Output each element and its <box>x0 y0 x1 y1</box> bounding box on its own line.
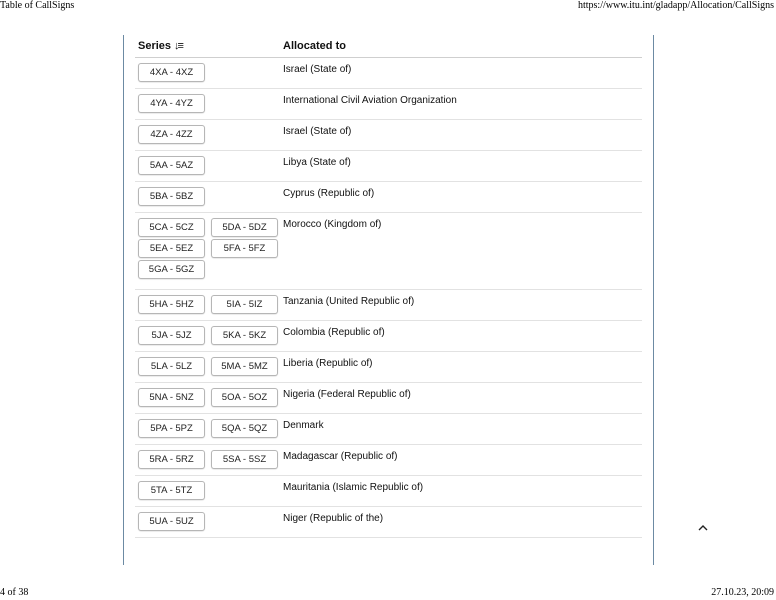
series-chip[interactable]: 4XA - 4XZ <box>138 63 205 82</box>
table-row <box>135 182 642 213</box>
allocated-to: Cyprus (Republic of) <box>283 188 375 199</box>
table-row <box>135 383 642 414</box>
series-list <box>138 63 278 82</box>
series-chip[interactable]: 5AA - 5AZ <box>138 156 205 175</box>
scroll-to-top-button[interactable] <box>696 520 710 534</box>
allocated-to: Libya (State of) <box>283 157 351 168</box>
allocated-to: Madagascar (Republic of) <box>283 451 398 462</box>
series-chip[interactable]: 5TA - 5TZ <box>138 481 205 500</box>
table-row <box>135 58 642 89</box>
series-chip[interactable]: 5IA - 5IZ <box>211 295 278 314</box>
series-list <box>138 512 278 531</box>
series-chip[interactable]: 4ZA - 4ZZ <box>138 125 205 144</box>
series-chip[interactable]: 5SA - 5SZ <box>211 450 278 469</box>
allocated-to: Colombia (Republic of) <box>283 327 385 338</box>
column-header-allocated: Allocated to <box>283 40 346 52</box>
series-chip[interactable]: 5FA - 5FZ <box>211 239 278 258</box>
table-row <box>135 321 642 352</box>
series-chip[interactable]: 5NA - 5NZ <box>138 388 205 407</box>
series-chip[interactable]: 5QA - 5QZ <box>211 419 278 438</box>
series-chip[interactable]: 5KA - 5KZ <box>211 326 278 345</box>
table-header <box>135 36 642 58</box>
series-chip[interactable]: 5GA - 5GZ <box>138 260 205 279</box>
series-chip[interactable]: 5HA - 5HZ <box>138 295 205 314</box>
series-list <box>138 357 278 376</box>
series-list <box>138 450 278 469</box>
print-footer-datetime: 27.10.23, 20:09 <box>711 587 774 598</box>
table-row <box>135 89 642 120</box>
series-list <box>138 388 278 407</box>
table-row <box>135 352 642 383</box>
sort-descending-icon[interactable]: ↓≡ <box>174 40 182 52</box>
series-chip[interactable]: 5OA - 5OZ <box>211 388 278 407</box>
series-chip[interactable]: 5MA - 5MZ <box>211 357 278 376</box>
series-list <box>138 187 278 206</box>
column-header-series[interactable] <box>138 40 182 52</box>
print-footer-page: 4 of 38 <box>0 587 29 598</box>
series-list <box>138 295 278 314</box>
series-list <box>138 156 278 175</box>
allocated-to: Denmark <box>283 420 324 431</box>
allocated-to: Nigeria (Federal Republic of) <box>283 389 411 400</box>
table-row <box>135 507 642 538</box>
series-list <box>138 94 278 113</box>
series-chip[interactable]: 5BA - 5BZ <box>138 187 205 206</box>
table-row <box>135 120 642 151</box>
callsign-table <box>135 36 642 538</box>
series-list <box>138 481 278 500</box>
series-chip[interactable]: 5PA - 5PZ <box>138 419 205 438</box>
series-list <box>138 419 278 438</box>
series-chip[interactable]: 4YA - 4YZ <box>138 94 205 113</box>
allocated-to: Israel (State of) <box>283 126 352 137</box>
print-header-title: Table of CallSigns <box>0 0 75 11</box>
allocated-to: Mauritania (Islamic Republic of) <box>283 482 424 493</box>
table-row <box>135 445 642 476</box>
table-body <box>135 58 642 538</box>
table-row <box>135 476 642 507</box>
chevron-up-icon <box>698 524 708 531</box>
series-list <box>138 218 278 279</box>
series-chip[interactable]: 5JA - 5JZ <box>138 326 205 345</box>
table-row <box>135 151 642 182</box>
series-chip[interactable]: 5UA - 5UZ <box>138 512 205 531</box>
allocated-to: Niger (Republic of the) <box>283 513 384 524</box>
table-row <box>135 414 642 445</box>
series-chip[interactable]: 5LA - 5LZ <box>138 357 205 376</box>
column-header-series-label: Series <box>138 40 172 52</box>
allocated-to: Israel (State of) <box>283 64 352 75</box>
print-footer <box>0 586 776 600</box>
series-chip[interactable]: 5DA - 5DZ <box>211 218 278 237</box>
table-row <box>135 213 642 290</box>
allocated-to: Morocco (Kingdom of) <box>283 219 382 230</box>
print-header-url: https://www.itu.int/gladapp/Allocation/CallSigns <box>577 0 774 11</box>
table-row <box>135 290 642 321</box>
series-chip[interactable]: 5CA - 5CZ <box>138 218 205 237</box>
series-chip[interactable]: 5EA - 5EZ <box>138 239 205 258</box>
allocated-to: Liberia (Republic of) <box>283 358 373 369</box>
print-header <box>0 0 776 14</box>
allocated-to: Tanzania (United Republic of) <box>283 296 415 307</box>
allocated-to: International Civil Aviation Organization <box>283 95 457 106</box>
series-chip[interactable]: 5RA - 5RZ <box>138 450 205 469</box>
series-list <box>138 125 278 144</box>
series-list <box>138 326 278 345</box>
